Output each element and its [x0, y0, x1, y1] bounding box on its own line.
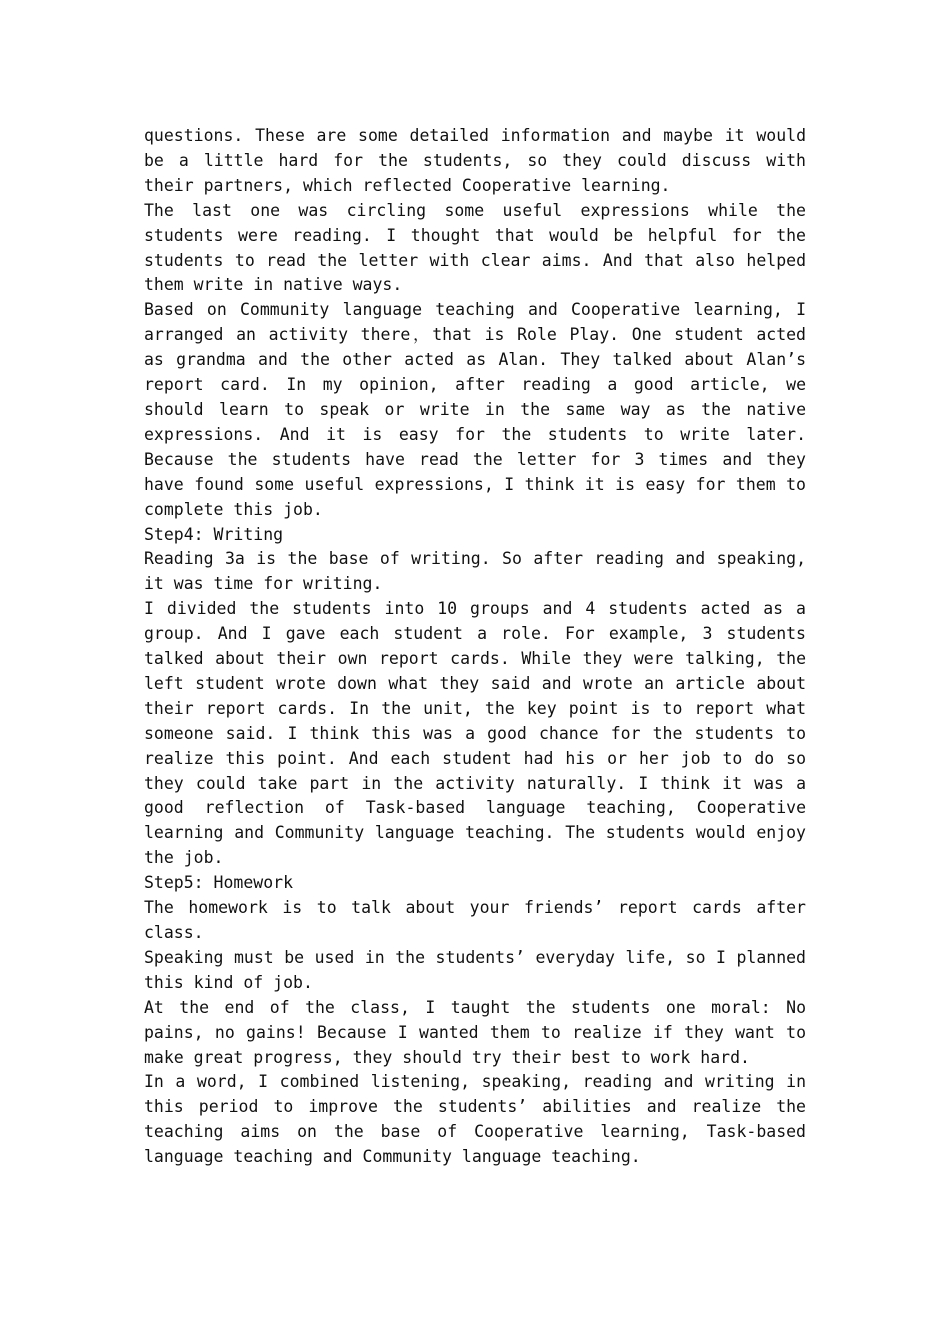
- paragraph-homework: The homework is to talk about your friends’ report cards after class.: [144, 898, 806, 942]
- paragraph-circling-expressions: The last one was circling some useful expressions while the students were reading. I thought that would be helpful for the students to read the letter with clear aims. And that also helped them write in native ways.: [144, 200, 806, 295]
- paragraph-speaking-everyday: Speaking must be used in the students’ everyday life, so I planned this kind of job.: [144, 947, 806, 992]
- paragraph-conclusion: In a word, I combined listening, speaking, reading and writing in this period to improve the students’ abilities and realize the teaching aims on the base of Cooperative learning, Task-based language teaching and Community language teaching.: [144, 1072, 806, 1167]
- section-heading-step5: Step5: Homework: [144, 873, 294, 893]
- document-page: [144, 124, 806, 1170]
- paragraph-role-play: Based on Community language teaching and Cooperative learning, I arranged an activity there，that is Role Play. One student acted as grandma and the other acted as Alan. They talked about Alan’s report card. In my opinion, after reading a good article, we should learn to speak or write in the same way as the native expressions. And it is easy for the students to write later. Because the students have read the letter for 3 times and they have found some useful expressions, I think it is easy for them to complete this job.: [144, 300, 806, 519]
- paragraph-cooperative-questions: questions. These are some detailed information and maybe it would be a little hard for the students, so they could discuss with their partners, which reflected Cooperative learning.: [144, 126, 806, 195]
- section-heading-step4: Step4: Writing: [144, 524, 284, 544]
- paragraph-group-writing: I divided the students into 10 groups and 4 students acted as a group. And I gave each student a role. For example, 3 students talked about their own report cards. While they were talking, the left student wrote down what they said and wrote an article about their report cards. In the unit, the key point is to report what someone said. I think this was a good chance for the students to realize this point. And each student had his or her job to do so they could take part in the activity naturally. I think it was a good reflection of Task-based language teaching, Cooperative learning and Community language teaching. The students would enjoy the job.: [144, 599, 806, 868]
- paragraph-reading-base: Reading 3a is the base of writing. So after reading and speaking, it was time for writing.: [144, 549, 806, 594]
- paragraph-moral: At the end of the class, I taught the students one moral: No pains, no gains! Because I wanted them to realize if they want to make great progress, they should try their best to work hard.: [144, 997, 806, 1067]
